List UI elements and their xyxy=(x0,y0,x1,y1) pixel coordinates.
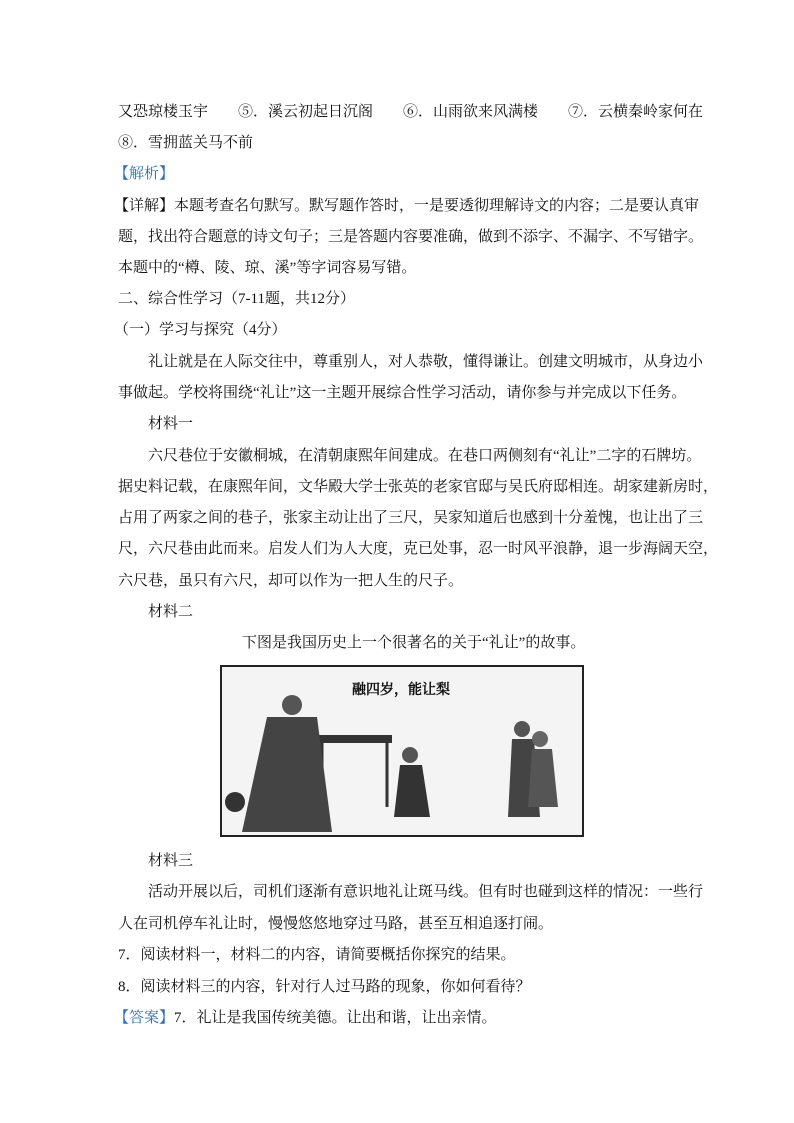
subsection-heading: （一）学习与探究（4分） xyxy=(114,322,287,338)
section-heading: 二、综合性学习（7-11题，共12分） xyxy=(118,291,355,307)
answer-line: ⑧．雪拥蓝关马不前 xyxy=(118,135,254,151)
intro-line: 礼让就是在人际交往中，尊重别人，对人恭敬，懂得谦让。创建文明城市，从身边小 xyxy=(148,354,704,370)
answer-line xyxy=(114,1008,497,1028)
material-1-line: 六尺巷，虽只有六尺，却可以作为一把人生的尺子。 xyxy=(118,573,464,589)
answer-text: 7．礼让是我国传统美德。让出和谐，让出亲情。 xyxy=(174,1010,497,1026)
detail-line: 【详解】本题考查名句默写。默写题作答时，一是要透彻理解诗文的内容；二是要认真审 xyxy=(114,198,700,214)
material-1-line: 占用了两家之间的巷子，张家主动让出了三尺，吴家知道后也感到十分羞愧，也让出了三 xyxy=(118,510,704,526)
material-3-line: 人在司机停车礼让时，慢慢悠悠地穿过马路，甚至互相追逐打闹。 xyxy=(118,916,554,932)
detail-line: 题，找出符合题意的诗文句子；三是答题内容要准确，做到不添字、不漏字、不写错字。 xyxy=(118,229,704,245)
figure-intro: 下图是我国历史上一个很著名的关于“礼让”的故事。 xyxy=(242,635,586,651)
answer-line: 又恐琼楼玉宇 ⑤．溪云初起日沉阁 ⑥．山雨欲来风满楼 ⑦．云横秦岭家何在 xyxy=(118,104,704,120)
material-3-line: 活动开展以后，司机们逐渐有意识地礼让斑马线。但有时也碰到这样的情况：一些行 xyxy=(148,884,704,900)
material-3-label: 材料三 xyxy=(148,853,194,869)
story-illustration xyxy=(220,665,584,837)
question-7: 7．阅读材料一，材料二的内容，请简要概括你探究的结果。 xyxy=(118,947,516,963)
material-2-label: 材料二 xyxy=(148,604,194,620)
answer-tag: 【答案】 xyxy=(114,1010,175,1026)
detail-line: 本题中的“樽、陵、琼、溪”等字词容易写错。 xyxy=(118,260,417,276)
illustration-caption: 融四岁，能让梨 xyxy=(352,682,450,698)
intro-line: 事做起。学校将围绕“礼让”这一主题开展综合性学习活动，请你参与并完成以下任务。 xyxy=(118,385,687,401)
question-8: 8．阅读材料三的内容，针对行人过马路的现象，你如何看待？ xyxy=(118,979,531,995)
analysis-heading: 【解析】 xyxy=(114,166,175,182)
material-1-line: 六尺巷位于安徽桐城，在清朝康熙年间建成。在巷口两侧刻有“礼让”二字的石牌坊。 xyxy=(148,448,702,464)
material-1-line: 尺，六尺巷由此而来。启发人们为人大度，克已处事，忍一时风平浪静，退一步海阔天空， xyxy=(118,541,719,557)
material-1-line: 据史料记载，在康熙年间，文华殿大学士张英的老家官邸与吴氏府邸相连。胡家建新房时， xyxy=(118,479,719,495)
material-1-label: 材料一 xyxy=(148,416,194,432)
